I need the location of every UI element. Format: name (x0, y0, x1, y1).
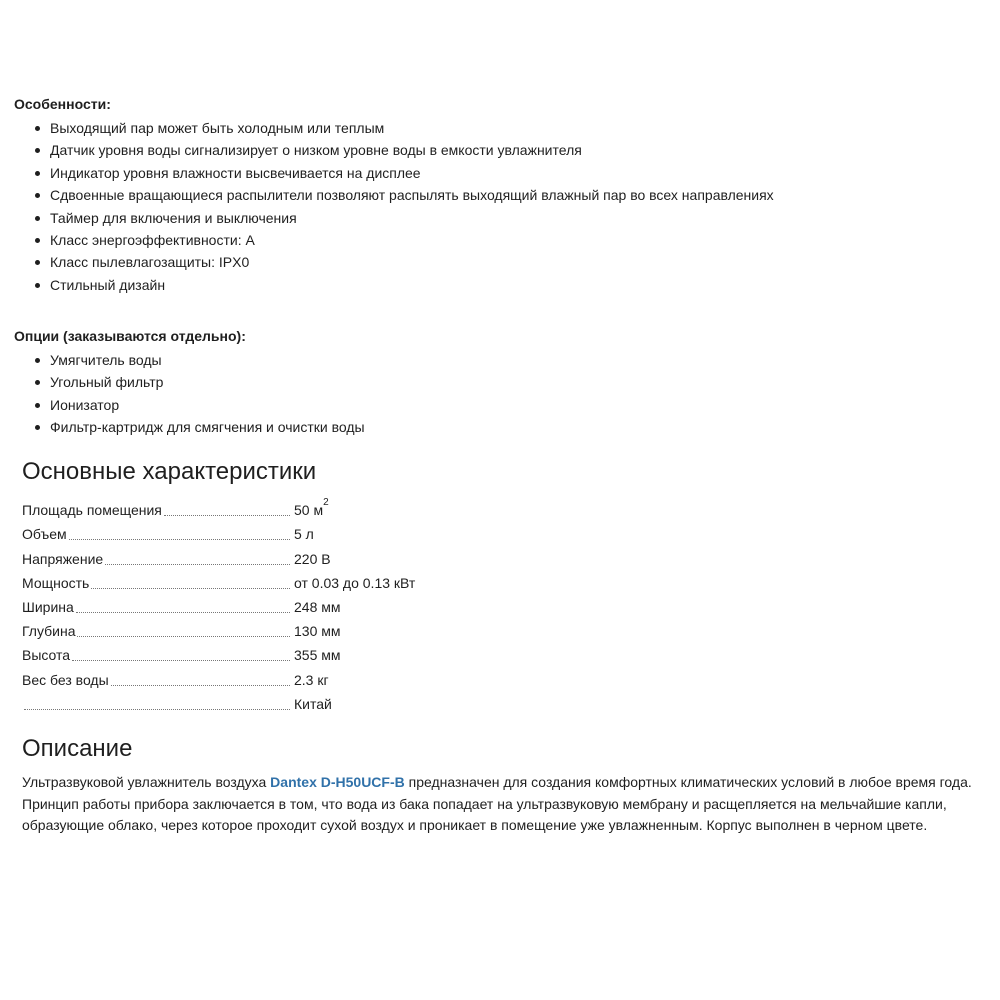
list-item: Таймер для включения и выключения (0, 207, 774, 229)
options-list (0, 349, 365, 439)
spec-row (22, 690, 502, 714)
spec-value: 130 мм (294, 623, 341, 640)
spec-value: 220 В (294, 550, 331, 567)
list-item: Класс энергоэффективности: А (0, 229, 774, 251)
product-link[interactable]: Dantex D-H50UCF-B (270, 774, 405, 790)
spec-row (22, 544, 502, 568)
spec-value: 2.3 кг (294, 671, 329, 688)
specs-heading: Основные характеристики (22, 458, 317, 485)
dotted-leader (22, 694, 292, 714)
list-item: Датчик уровня воды сигнализирует о низком уровне воды в емкости увлажнителя (0, 139, 774, 161)
spec-name: Напряжение (22, 550, 104, 567)
options-title: Опции (заказываются отдельно): (14, 328, 246, 344)
spec-row (22, 520, 502, 544)
dotted-leader (109, 670, 292, 690)
description-text-part: Ультразвуковой увлажнитель воздуха (22, 774, 271, 790)
features-title: Особенности: (14, 96, 111, 112)
spec-name: Площадь помещения (22, 502, 162, 519)
list-item: Угольный фильтр (0, 371, 365, 393)
spec-name: Объем (22, 526, 67, 543)
specs-table (22, 496, 502, 714)
spec-row (22, 593, 502, 617)
dotted-leader (70, 645, 292, 665)
dotted-leader (75, 621, 292, 641)
spec-value: от 0.03 до 0.13 кВт (294, 574, 416, 591)
dotted-leader (89, 573, 292, 593)
spec-name: Мощность (22, 574, 90, 591)
dotted-leader (162, 500, 292, 520)
list-item: Класс пылевлагозащиты: IPX0 (0, 251, 774, 273)
description-text (22, 772, 988, 837)
spec-name: Глубина (22, 623, 76, 640)
features-list (0, 117, 774, 296)
spec-value: 355 мм (294, 647, 341, 664)
list-item: Ионизатор (0, 394, 365, 416)
dotted-leader (103, 549, 292, 569)
list-item: Стильный дизайн (0, 274, 774, 296)
spec-row (22, 665, 502, 689)
spec-row (22, 641, 502, 665)
description-heading: Описание (22, 735, 133, 762)
spec-value: 5 л (294, 526, 314, 543)
list-item: Выходящий пар может быть холодным или теплым (0, 117, 774, 139)
description-text-part: предназначен для создания комфортных климатических условий в любое время года. Принцип работы прибора заключается в том, что вода из бака попадает на ультразвуковую мембрану и расщепляется на мельчайшие капли, образующие облако, через которое проходит сухой воздух и проникает в помещение уже увлажненным. Корпус выполнен в черном цвете. (22, 774, 972, 833)
spec-row (22, 496, 502, 520)
list-item: Сдвоенные вращающиеся распылители позволяют распылять выходящий влажный пар во всех направлениях (0, 184, 774, 206)
list-item: Индикатор уровня влажности высвечивается на дисплее (0, 162, 774, 184)
dotted-leader (74, 597, 292, 617)
spec-value: Китай (294, 695, 332, 712)
spec-name: Ширина (22, 598, 74, 615)
spec-name: Вес без воды (22, 671, 109, 688)
spec-value: 248 мм (294, 598, 341, 615)
dotted-leader (67, 524, 292, 544)
spec-row (22, 617, 502, 641)
spec-value: 50 $м^2$ (294, 497, 329, 519)
spec-row (22, 569, 502, 593)
list-item: Фильтр-картридж для смягчения и очистки воды (0, 416, 365, 438)
spec-name: Высота (22, 647, 71, 664)
list-item: Умягчитель воды (0, 349, 365, 371)
superscript: 2 (323, 497, 329, 509)
